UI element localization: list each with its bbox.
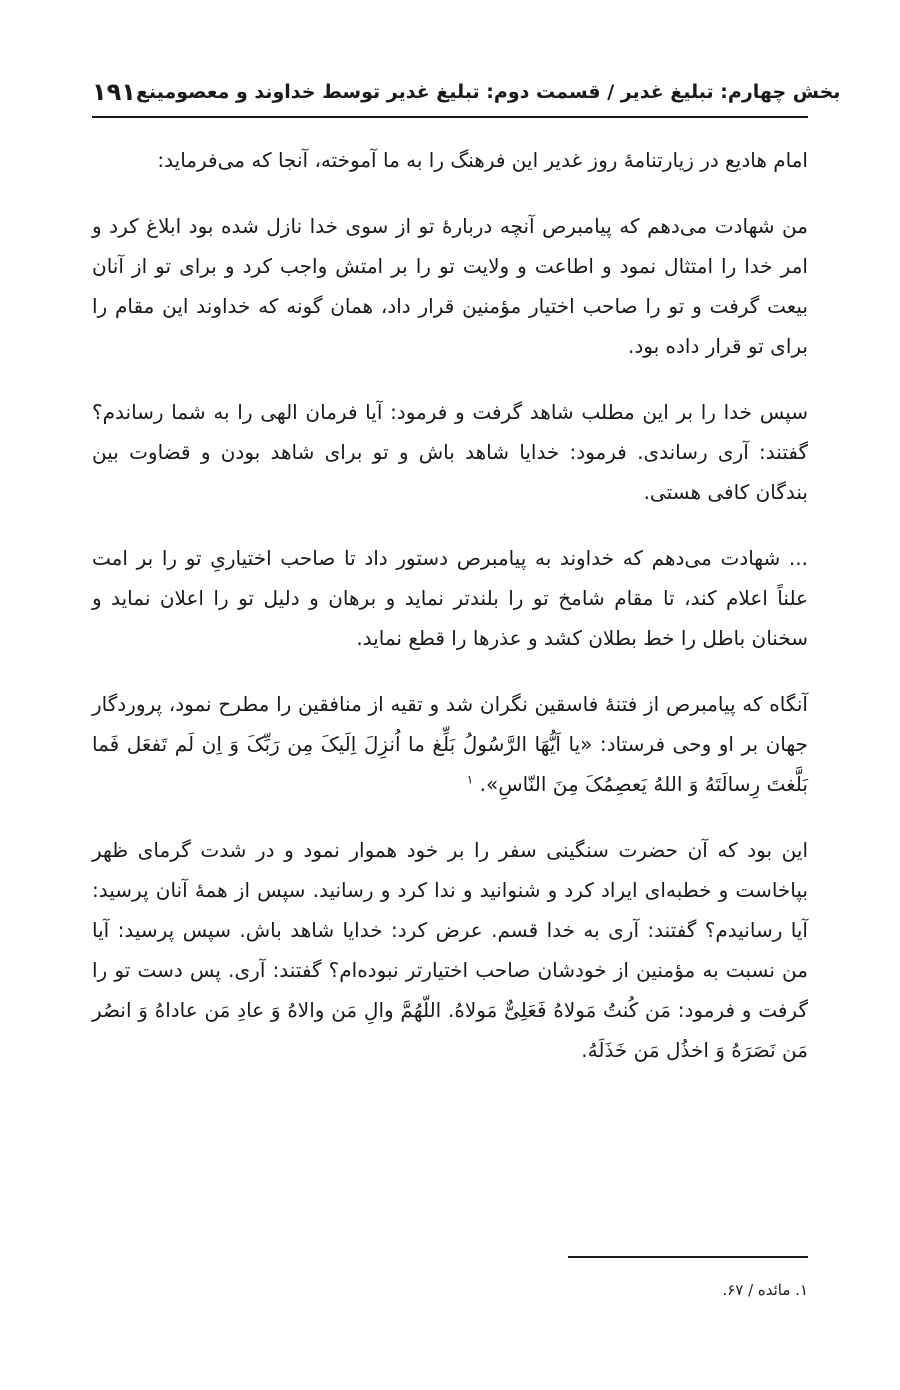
- paragraph-intro: امام هادیع در زیارتنامهٔ روز غدیر این فرهنگ را به ما آموخته، آنجا که می‌فرماید:: [157, 148, 808, 172]
- page-number: ۱۹۱: [92, 78, 136, 106]
- page-body: [92, 140, 808, 1096]
- footnote-rule: [568, 1256, 808, 1258]
- paragraph-revelation: [92, 684, 808, 804]
- paragraph-revelation-text: آنگاه که پیامبرص از فتنهٔ فاسقین نگران شد و تقیه از منافقین را مطرح نمود، پروردگار جهان بر او وحی فرستاد: «یا اَیُّهَا الرَّسُولُ بَلِّغ ما اُنزِلَ اِلَیکَ مِن رَبِّکَ وَ اِن لَم تَفعَل فَما بَلَّغتَ رِسالَتَهُ وَ اللهُ یَعصِمُکَ مِنَ النّاسِ».: [92, 692, 808, 796]
- running-head: بخش چهارم: تبلیغ غدیر / قسمت دوم: تبلیغ غدیر توسط خداوند و معصومینع: [135, 81, 841, 103]
- footnote-reference[interactable]: ۱: [466, 772, 474, 787]
- paragraph-testimony-1: من شهادت می‌دهم که پیامبرص آنچه دربارهٔ تو از سوی خدا نازل شده بود ابلاغ کرد و امر خدا را امتثال نمود و اطاعت و ولایت تو را بر امتش واجب کرد و برای تو از آنان بیعت گرفت و تو را صاحب اختیار مؤمنین قرار داد، همان گونه که خداوند این مقام را برای تو قرار داده بود.: [92, 214, 808, 358]
- paragraph-testimony-2: سپس خدا را بر این مطلب شاهد گرفت و فرمود: آیا فرمان الهی را به شما رساندم؟ گفتند: آری رساندی. فرمود: خدایا شاهد باش و تو برای شاهد بودن و قضاوت بین بندگان کافی هستی.: [92, 400, 808, 504]
- paragraph-ghadir-sermon: این بود که آن حضرت سنگینی سفر را بر خود هموار نمود و در شدت گرمای ظهر بپاخاست و خطبه‌ای ایراد کرد و شنوانید و ندا کرد و رسانید. سپس از همهٔ آنان پرسید: آیا رسانیدم؟ گفتند: آری به خدا قسم. عرض کرد: خدایا شاهد باش. سپس پرسید: آیا من نسبت به مؤمنین از خودشان صاحب اختیارتر نبوده‌ام؟ گفتند: آری. پس دست تو را گرفت و فرمود: مَن کُنتُ مَولاهُ فَعَلِیٌّ مَولاهُ. اللّهُمَّ والِ مَن والاهُ وَ عادِ مَن عاداهُ وَ انصُر مَن نَصَرَهُ وَ اخذُل مَن خَذَلَهُ.: [92, 838, 808, 1062]
- page-header: [92, 72, 841, 112]
- paragraph-testimony-3: ... شهادت می‌دهم که خداوند به پیامبرص دستور داد تا صاحب اختیاریِ تو را بر امت علناً اعلام کند، تا مقام شامخ تو را بلندتر نماید و برهان و دلیل تو را اعلان نماید و سخنان باطل را خط بطلان کشد و عذرها را قطع نماید.: [92, 546, 808, 650]
- header-rule: [92, 116, 808, 118]
- footnote: ۱. مائده / ۶۷.: [722, 1281, 808, 1299]
